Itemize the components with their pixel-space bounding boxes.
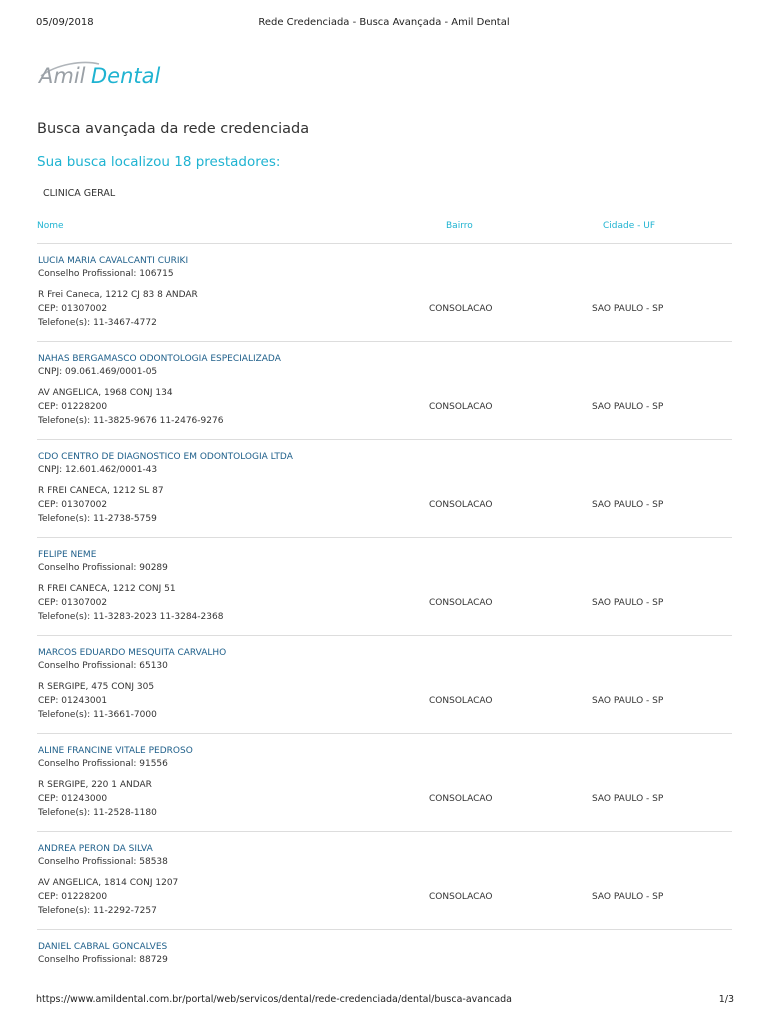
amil-dental-logo[interactable]: [37, 56, 177, 90]
provider-cidade: SAO PAULO - SP: [592, 402, 664, 412]
provider-cidade: SAO PAULO - SP: [592, 598, 664, 608]
provider-cep: CEP: 01228200: [38, 402, 108, 412]
provider-bairro: CONSOLACAO: [429, 696, 493, 706]
provider-cep: CEP: 01243001: [38, 696, 108, 706]
provider-phones: Telefone(s): 11-3661-7000: [38, 710, 157, 720]
list-item: [37, 440, 732, 538]
provider-phones: Telefone(s): 11-2738-5759: [38, 514, 157, 524]
provider-name-link[interactable]: CDO CENTRO DE DIAGNOSTICO EM ODONTOLOGIA LTDA: [38, 452, 293, 462]
list-item: [37, 832, 732, 930]
provider-name-link[interactable]: ANDREA PERON DA SILVA: [38, 844, 153, 854]
provider-name-link[interactable]: DANIEL CABRAL GONCALVES: [38, 942, 168, 952]
provider-name-link[interactable]: ALINE FRANCINE VITALE PEDROSO: [38, 746, 193, 756]
provider-registration: Conselho Profissional: 65130: [38, 661, 168, 671]
print-date: 05/09/2018: [36, 17, 94, 28]
provider-bairro: CONSOLACAO: [429, 794, 493, 804]
provider-phones: Telefone(s): 11-2528-1180: [38, 808, 157, 818]
logo-dental: Dental: [91, 64, 161, 88]
provider-cidade: SAO PAULO - SP: [592, 304, 664, 314]
provider-address: R FREI CANECA, 1212 SL 87: [38, 486, 164, 496]
provider-registration: Conselho Profissional: 106715: [38, 269, 174, 279]
provider-phones: Telefone(s): 11-3825-9676 11-2476-9276: [38, 416, 224, 426]
list-item: [37, 342, 732, 440]
provider-registration: Conselho Profissional: 88729: [38, 955, 168, 965]
print-title: Rede Credenciada - Busca Avançada - Amil Dental: [258, 17, 510, 28]
specialty-label: CLINICA GERAL: [43, 188, 116, 199]
provider-registration: Conselho Profissional: 91556: [38, 759, 168, 769]
list-item: [37, 538, 732, 636]
provider-cidade: SAO PAULO - SP: [592, 696, 664, 706]
results-list: [0, 244, 768, 1028]
provider-registration: CNPJ: 12.601.462/0001-43: [38, 465, 158, 475]
provider-phones: Telefone(s): 11-3467-4772: [38, 318, 157, 328]
provider-address: AV ANGELICA, 1814 CONJ 1207: [38, 878, 179, 888]
provider-bairro: CONSOLACAO: [429, 402, 493, 412]
provider-address: R SERGIPE, 220 1 ANDAR: [38, 780, 152, 790]
provider-bairro: CONSOLACAO: [429, 892, 493, 902]
provider-cep: CEP: 01307002: [38, 500, 108, 510]
provider-cidade: SAO PAULO - SP: [592, 794, 664, 804]
column-header-bairro[interactable]: Bairro: [446, 221, 473, 231]
list-item: [37, 930, 732, 1028]
print-footer: [0, 994, 768, 1008]
page-number: 1/3: [718, 994, 734, 1005]
provider-cep: CEP: 01307002: [38, 598, 108, 608]
column-header-nome[interactable]: Nome: [37, 221, 64, 231]
provider-cidade: SAO PAULO - SP: [592, 500, 664, 510]
column-header-cidade[interactable]: Cidade - UF: [603, 221, 655, 231]
provider-name-link[interactable]: NAHAS BERGAMASCO ODONTOLOGIA ESPECIALIZADA: [38, 354, 281, 364]
list-item: [37, 636, 732, 734]
result-count: Sua busca localizou 18 prestadores:: [37, 154, 281, 170]
provider-address: R FREI CANECA, 1212 CONJ 51: [38, 584, 176, 594]
print-header: [0, 17, 768, 31]
provider-name-link[interactable]: MARCOS EDUARDO MESQUITA CARVALHO: [38, 648, 227, 658]
provider-name-link[interactable]: LUCIA MARIA CAVALCANTI CURIKI: [38, 256, 189, 266]
page-title: Busca avançada da rede credenciada: [37, 121, 310, 137]
provider-bairro: CONSOLACAO: [429, 304, 493, 314]
provider-address: R Frei Caneca, 1212 CJ 83 8 ANDAR: [38, 290, 198, 300]
provider-registration: Conselho Profissional: 58538: [38, 857, 168, 867]
page-url: https://www.amildental.com.br/portal/web/servicos/dental/rede-credenciada/dental/busca-avancada: [36, 994, 513, 1005]
provider-cep: CEP: 01228200: [38, 892, 108, 902]
provider-address: R SERGIPE, 475 CONJ 305: [38, 682, 155, 692]
provider-cep: CEP: 01307002: [38, 304, 108, 314]
provider-name-link[interactable]: FELIPE NEME: [38, 550, 97, 560]
provider-cidade: SAO PAULO - SP: [592, 892, 664, 902]
provider-cep: CEP: 01243000: [38, 794, 108, 804]
provider-registration: CNPJ: 09.061.469/0001-05: [38, 367, 158, 377]
logo-swoosh-icon: [37, 56, 177, 90]
provider-bairro: CONSOLACAO: [429, 500, 493, 510]
list-item: [37, 244, 732, 342]
logo-amil: Amil: [39, 64, 86, 88]
list-item: [37, 734, 732, 832]
provider-address: AV ANGELICA, 1968 CONJ 134: [38, 388, 173, 398]
provider-phones: Telefone(s): 11-3283-2023 11-3284-2368: [38, 612, 224, 622]
provider-registration: Conselho Profissional: 90289: [38, 563, 168, 573]
provider-phones: Telefone(s): 11-2292-7257: [38, 906, 157, 916]
provider-bairro: CONSOLACAO: [429, 598, 493, 608]
